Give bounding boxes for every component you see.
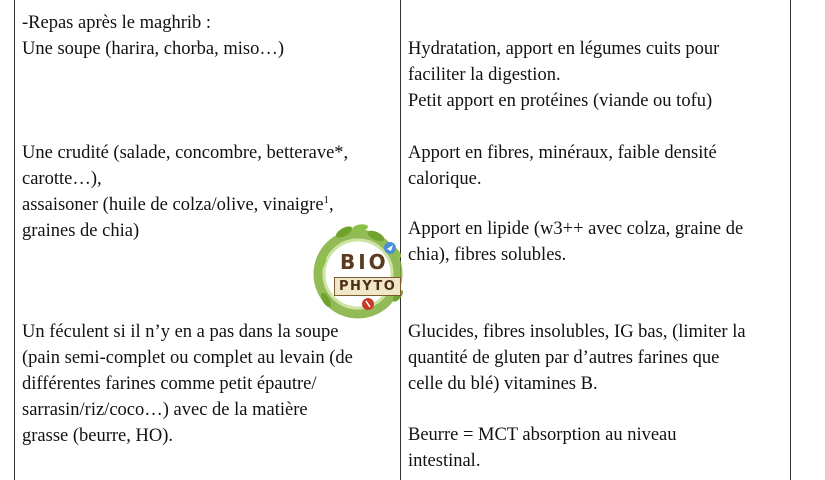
feculent-left-line-3: différentes farines comme petit épautre/ [22, 374, 317, 394]
feculent-right-line-2: quantité de gluten par d’autres farines que [408, 348, 720, 368]
crudite-left-line-1: Une crudité (salade, concombre, betterave*, [22, 143, 349, 163]
feculent-left-line-1: Un féculent si il n’y en a pas dans la soupe [22, 322, 339, 342]
crudite-left-line-4: graines de chia) [22, 221, 140, 241]
footnote-marker: 1 [323, 194, 330, 206]
crudite-left-line-3-text: assaisoner (huile de colza/olive, vinaigre [22, 195, 324, 215]
maghrib-right-line-3: Petit apport en protéines (viande ou tofu) [408, 91, 713, 111]
crudite-right-line-5: chia), fibres solubles. [408, 245, 567, 265]
feculent-left-line-2: (pain semi-complet ou complet au levain (de [22, 348, 353, 368]
maghrib-right-line-2: faciliter la digestion. [408, 65, 561, 85]
maghrib-left-line-2: Une soupe (harira, chorba, miso…) [22, 39, 284, 59]
crudite-right-line-2: calorique. [408, 169, 482, 189]
maghrib-right-line-1: Hydratation, apport en légumes cuits pour [408, 39, 720, 59]
bio-phyto-logo [312, 222, 416, 322]
crudite-left-line-3-comma: , [329, 195, 334, 215]
feculent-right-line-5: Beurre = MCT absorption au niveau [408, 425, 677, 445]
crudite-left-line-3 [22, 192, 334, 220]
maghrib-left-line-1: -Repas après le maghrib : [22, 13, 212, 33]
logo-text-bio: BIO [340, 250, 389, 274]
feculent-left-line-5: grasse (beurre, HO). [22, 426, 174, 446]
feculent-left-line-4: sarrasin/riz/coco…) avec de la matière [22, 400, 308, 420]
crudite-right-line-4: Apport en lipide (w3++ avec colza, graine de [408, 219, 744, 239]
table-border-left [14, 0, 15, 480]
feculent-right-line-1: Glucides, fibres insolubles, IG bas, (limiter la [408, 322, 746, 342]
table-border-right [790, 0, 791, 480]
crudite-right-line-1: Apport en fibres, minéraux, faible densité [408, 143, 717, 163]
feculent-right-line-6: intestinal. [408, 451, 481, 471]
feculent-right-line-3: celle du blé) vitamines B. [408, 374, 598, 394]
logo-text-phyto: PHYTO [334, 277, 401, 296]
crudite-left-line-2: carotte…), [22, 169, 102, 189]
